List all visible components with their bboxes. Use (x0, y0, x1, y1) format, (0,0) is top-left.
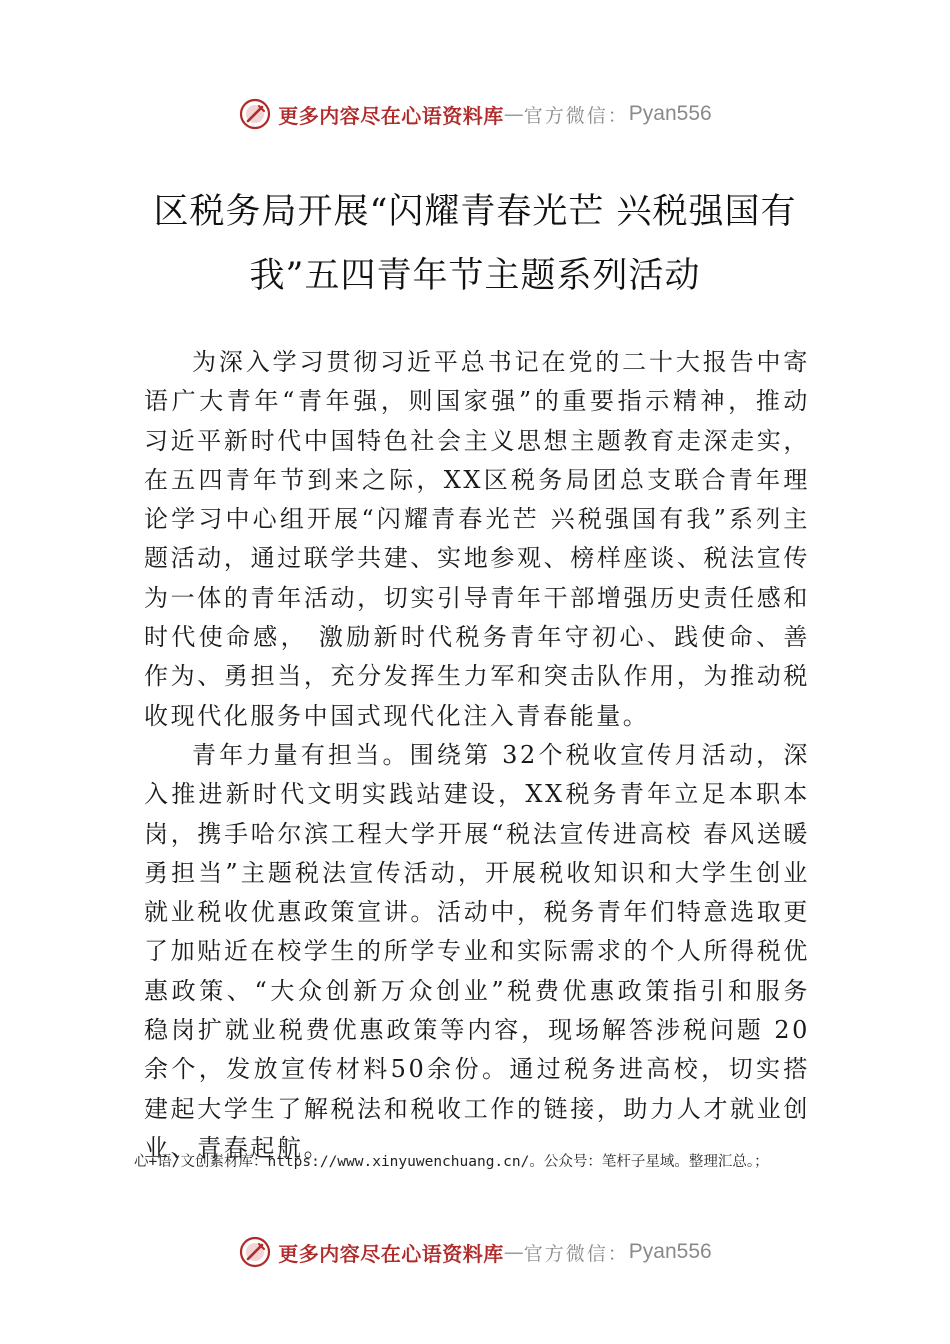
banner-separator: — (503, 1240, 524, 1264)
banner-wechat-label: 官方微信： (523, 104, 629, 127)
body-paragraph-2: 青年力量有担当。围绕第 32个税收宣传月活动，深入推进新时代文明实践站建设，XX税务青年立足本职本岗，携手哈尔滨工程大学开展“税法宣传进高校 春风送暖勇担当”主题税法宣传活动，开展税收知识和大学生创业就业税收优惠政策宣讲。活动中，税务青年们特意选取更了加贴近在校学生的所学专业和实际需求的个人所得税优惠政策、“大众创新万众创业”税费优惠政策指引和服务稳岗扩就业税费优惠政策等内容，现场解答涉税问题 20 余个，发放宣传材料50余份。通过税务进高校，切实搭建起大学生了解税法和税收工作的链接，助力人才就业创业、青春起航。 (144, 740, 810, 1162)
banner-wechat-id: Pyan556 (628, 1240, 712, 1263)
banner-text: 更多内容尽在心语资料库 (278, 1241, 504, 1266)
source-note: 心+语/文创素材库：https://www.xinyuwenchuang.cn/。公众号：笔杆子星域。整理汇总。； (134, 1154, 769, 1170)
document-body (144, 343, 810, 1168)
brand-logo-icon (238, 97, 272, 131)
banner-wechat-label: 官方微信： (523, 1242, 629, 1265)
banner-separator: — (503, 102, 524, 126)
document-title (120, 180, 830, 308)
title-line-2: 我”五四青年节主题系列活动 (249, 256, 701, 296)
header-banner (0, 94, 950, 134)
banner-text: 更多内容尽在心语资料库 (278, 103, 504, 128)
banner-wechat-id: Pyan556 (628, 102, 712, 125)
title-line-1: 区税务局开展“闪耀青春光芒 兴税强国有 (153, 192, 797, 232)
body-paragraph-1: 为深入学习贯彻习近平总书记在党的二十大报告中寄语广大青年“青年强，则国家强”的重要指示精神，推动习近平新时代中国特色社会主义思想主题教育走深走实，在五四青年节到来之际，XX区税务局团总支联合青年理论学习中心组开展“闪耀青春光芒 兴税强国有我”系列主题活动，通过联学共建、实地参观、榜样座谈、税法宣传为一体的青年活动，切实引导青年干部增强历史责任感和时代使命感， 激励新时代税务青年守初心、践使命、善作为、勇担当，充分发挥生力军和突击队作用，为推动税收现代化服务中国式现代化注入青春能量。 (144, 348, 810, 730)
brand-logo-icon (238, 1235, 272, 1269)
footer-banner (0, 1232, 950, 1272)
